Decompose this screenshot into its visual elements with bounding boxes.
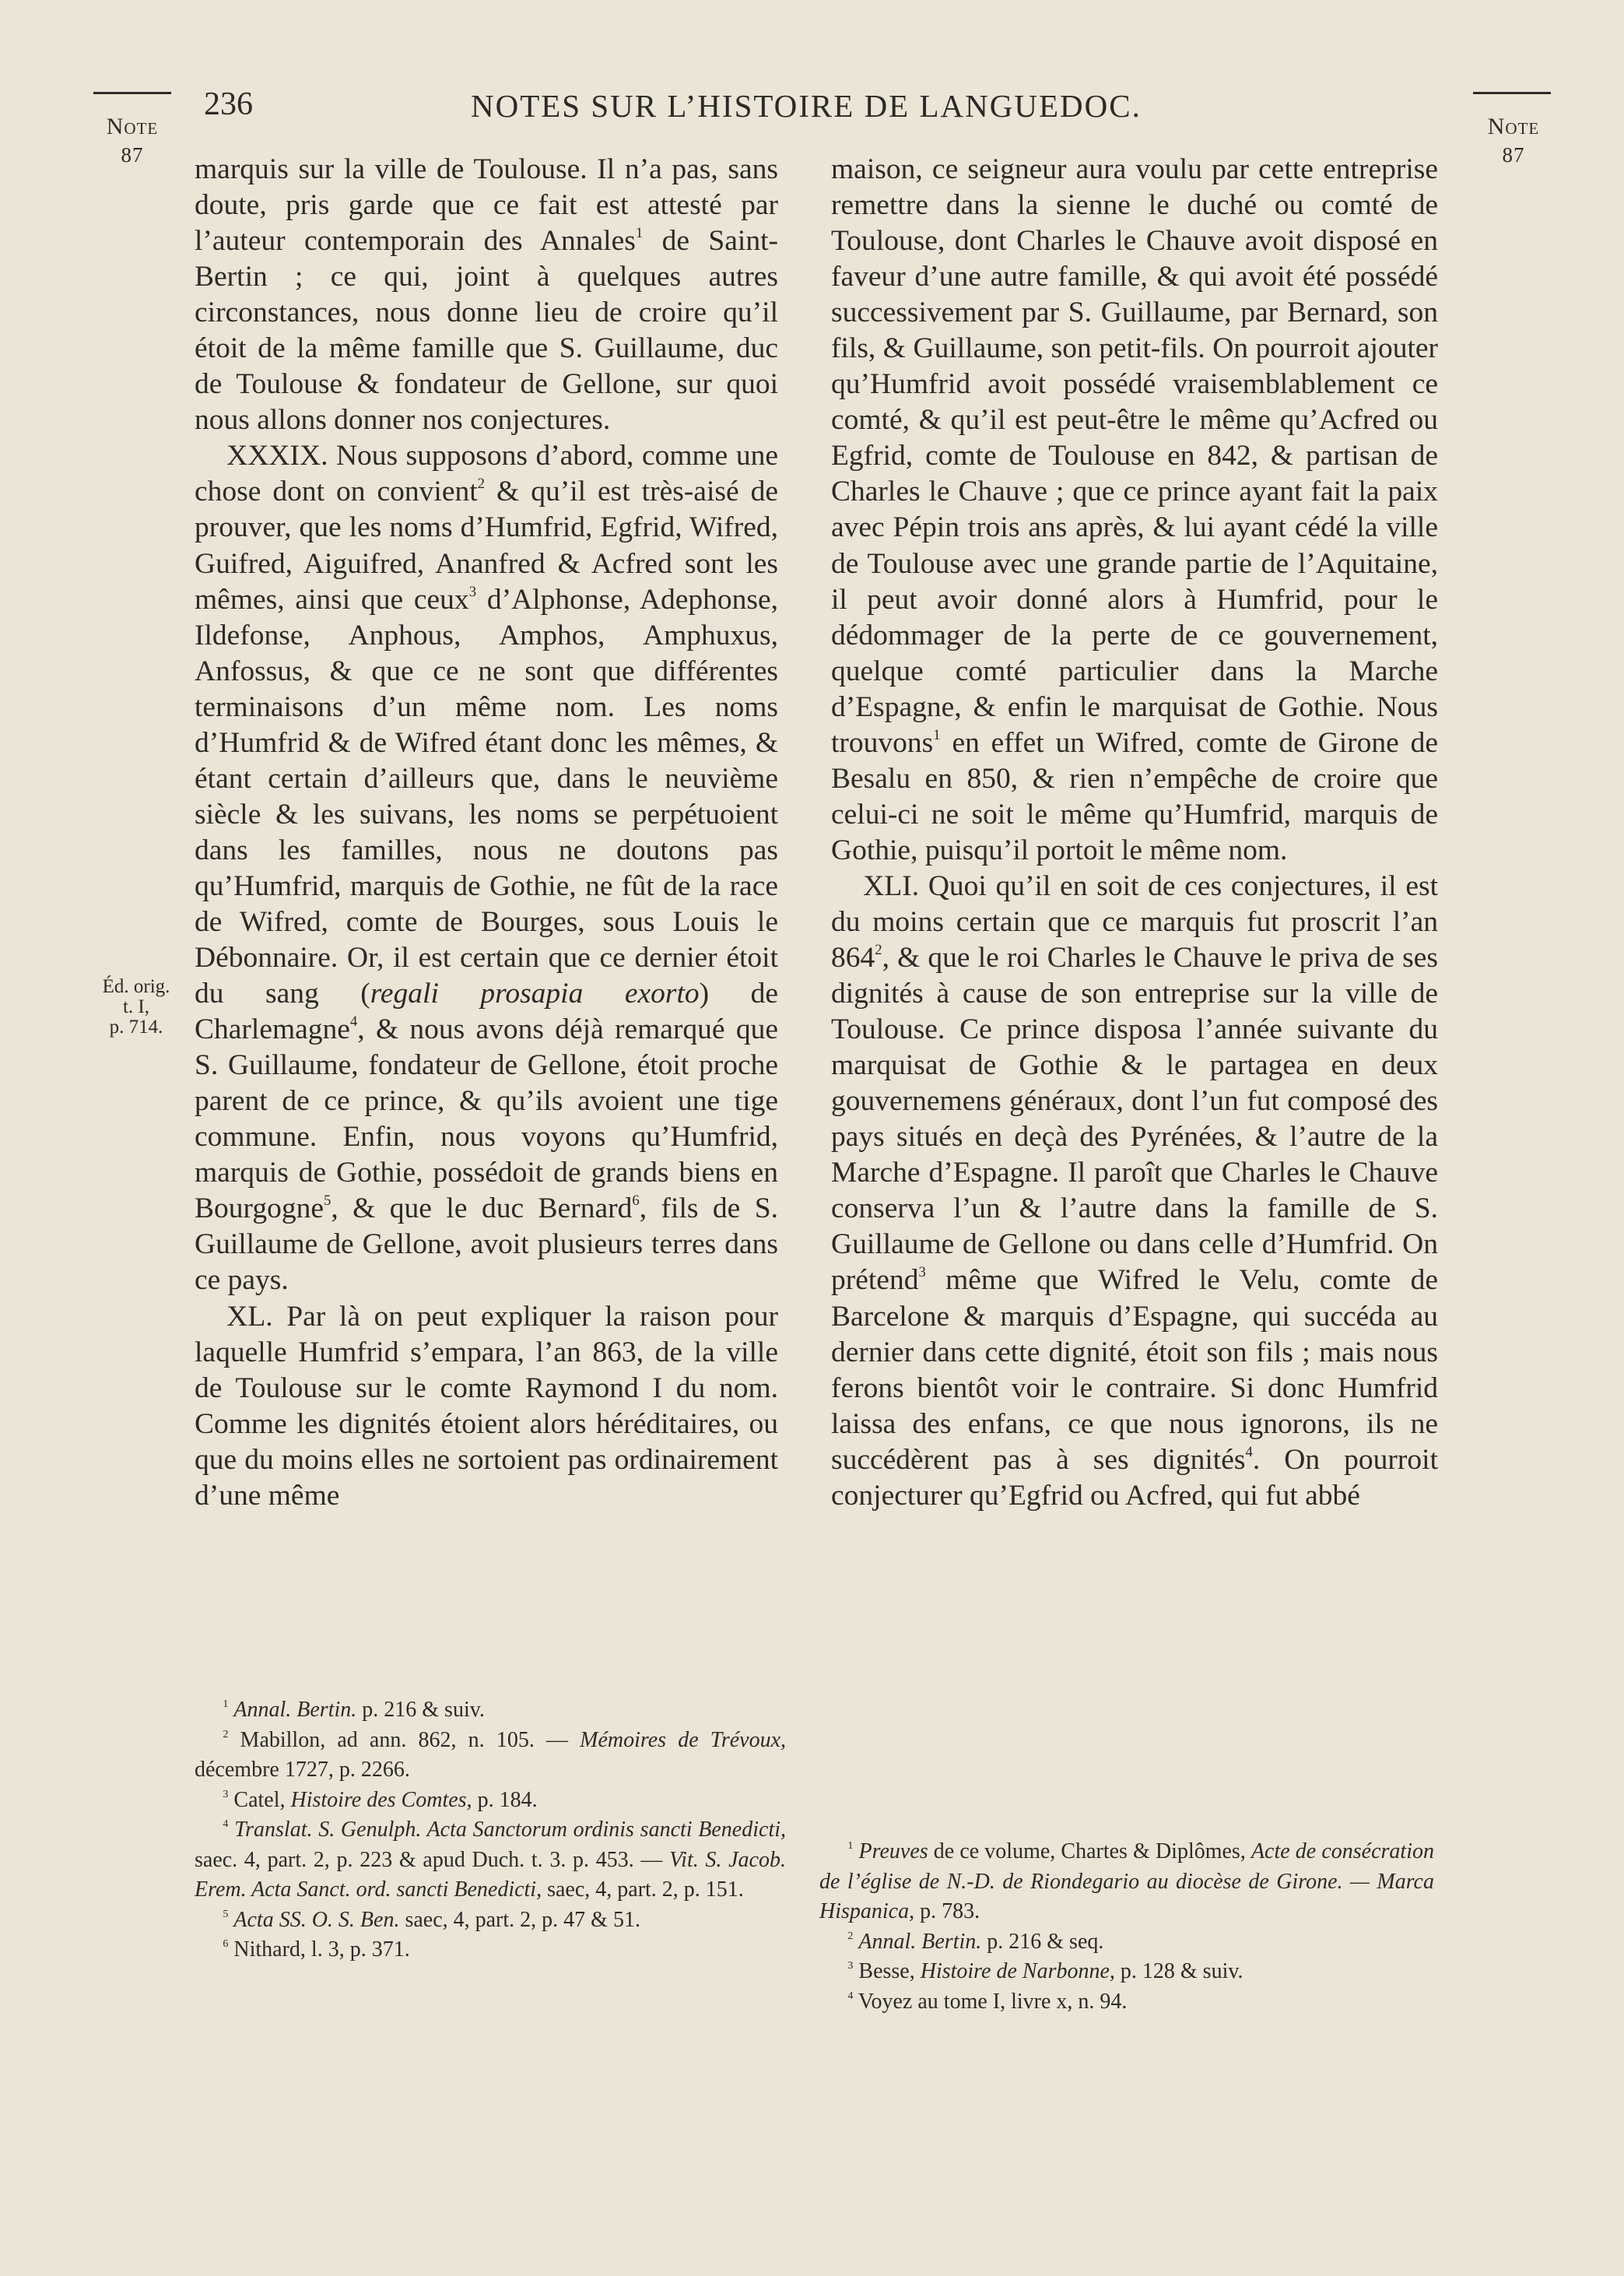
footnote: $^5$ Acta SS. O. S. Ben. saec, 4, part. 2, p. 47 & 51. [223,1907,640,1932]
page-number: 236 [204,86,253,122]
footnote: $^4$ Voyez au tome I, livre x, n. 94. [847,1989,1128,2014]
footnote: $^1$ Annal. Bertin. p. 216 & suiv. [223,1698,485,1722]
right-column [831,152,1438,1514]
note-word: Note [1487,114,1540,139]
footnotes-left [195,1695,786,1965]
footnote: $^2$ Mabillon, ad ann. 862, n. 105. — Mémoires de Trévoux, décembre 1727, p. 2266. [195,1727,786,1782]
note-number: 87 [1502,143,1525,167]
footnote: $^2$ Annal. Bertin. p. 216 & seq. [847,1929,1104,1954]
paragraph-xxxix: XXXIX. Nous supposons d’abord, comme une chose dont on convient$^2$ & qu’il est très-aisé de prouver, que les noms d’Humfrid, Egfrid, Wifred, Guifred, Aiguifred, Ananfred & Acfred sont les mêmes, ainsi que ceux$^3$ d’Alphonse, Adephonse, Ildefonse, Anphous, Amphos, Amphuxus, Anfossus, & que ce ne sont que différentes terminaisons d’un même nom. Les noms d’Humfrid & de Wifred étant donc les mêmes, & étant certain d’ailleurs que, dans le neuvième siècle & les suivans, les noms se perpétuoient dans les familles, nous ne doutons pas qu’Humfrid, marquis de Gothie, ne fût de la race de Wifred, comte de Bourges, sous Louis le Débonnaire. Or, il est certain que ce dernier étoit du sang (regali prosapia exorto) de Charlemagne$^4$, & nous avons déjà remarqué que S. Guillaume, fondateur de Gellone, étoit proche parent de ce prince, & qu’ils avoient une tige commune. Enfin, nous voyons qu’Humfrid, marquis de Gothie, possédoit de grands biens en Bourgogne$^5$, & que le duc Bernard$^6$, fils de S. Guillaume de Gellone, avoit plusieurs terres dans ce pays. [195,440,779,1297]
paragraph-xli: XLI. Quoi qu’il en soit de ces conjectures, il est du moins certain que ce marquis fut proscrit l’an $864^2$, & que le roi Charles le Chauve le priva de ses dignités à cause de son entreprise sur la ville de Toulouse. Ce prince disposa l’année suivante du marquisat de Gothie & le partagea en deux gouvernemens généraux, dont l’un fut composé des pays situés en deçà des Pyrénées, & l’autre de la Marche d’Espagne. Il paroît que Charles le Chauve conserva l’un & l’autre dans la famille de S. Guillaume de Gellone ou dans celle d’Humfrid. On prétend$^3$ même que Wifred le Velu, comte de Barcelone & marquis d’Espagne, qui succéda au dernier dans cette dignité, étoit son fils ; mais nous ferons bientôt voir le contraire. Si donc Humfrid laissa des enfans, ce que nous ignorons, ils ne succédèrent pas à ses dignités$^4$. On pourroit conjecturer qu’Egfrid ou Acfred, qui fut abbé [831,869,1438,1512]
footnote: $^3$ Besse, Histoire de Narbonne, p. 128 & suiv. [847,1959,1243,1983]
margin-note-line: p. 714. [109,1017,163,1038]
footnote: $^3$ Catel, Histoire des Comtes, p. 184. [223,1787,538,1812]
note-label-left [89,113,175,169]
note-label-right [1471,113,1556,169]
footnote: $^1$ Preuves de ce volume, Chartes & Diplômes, Acte de consécration de l’église de N.-D. de Riondegario au diocèse de Girone. — Marca Hispanica, p. 783. [819,1839,1434,1923]
paragraph: maison, ce seigneur aura voulu par cette entreprise remettre dans la sienne le duché ou comté de Toulouse, dont Charles le Chauve avoit disposé en faveur d’une autre famille, & qui avoit été possédé successivement par S. Guillaume, par Bernard, son fils, & Guillaume, son petit-fils. On pourroit ajouter qu’Humfrid avoit possédé vraisemblablement ce comté, & qu’il est peut-être le même qu’Acfred ou Egfrid, comte de Toulouse en 842, & partisan de Charles le Chauve ; que ce prince ayant fait la paix avec Pépin trois ans après, & lui ayant cédé la ville de Toulouse avec une grande partie de l’Aquitaine, il peut avoir donné alors à Humfrid, pour le dédommager de la perte de ce gouvernement, quelque comté particulier dans la Marche d’Espagne, & enfin le marquisat de Gothie. Nous trouvons$^1$ en effet un Wifred, comte de Girone de Besalu en 850, & rien n’empêche de croire que celui-ci ne soit le même qu’Humfrid, marquis de Gothie, puisqu’il portoit le même nom. [831,153,1438,866]
left-column [195,152,778,1514]
margin-note-line: Éd. orig. [102,976,170,997]
footnotes-right [819,1837,1434,2017]
paragraph: marquis sur la ville de Toulouse. Il n’a pas, sans doute, pris garde que ce fait est attesté par l’auteur contemporain des Annales$^1$ de Saint-Bertin ; ce qui, joint à quelques autres circonstances, nous donne lieu de croire qu’il étoit de la même famille que S. Guillaume, duc de Toulouse & fondateur de Gellone, sur quoi nous allons donner nos conjectures. [195,153,778,437]
running-title: NOTES SUR L’HISTOIRE DE LANGUEDOC. [471,88,1142,124]
note-number: 87 [121,143,144,167]
footnote: $^6$ Nithard, l. 3, p. 371. [223,1937,410,1962]
note-word: Note [106,114,159,139]
paragraph-xl: XL. Par là on peut expliquer la raison pour laquelle Humfrid s’empara, l’an 863, de la ville de Toulouse sur le comte Raymond I du nom. Comme les dignités étoient alors héréditaires, ou que du moins elles ne sortoient pas ordinairement d’une même [195,1300,778,1512]
footnote: $^4$ Translat. S. Genulph. Acta Sanctorum ordinis sancti Benedicti, saec. 4, part. 2, p. 223 & apud Duch. t. 3. p. 453. — Vit. S. Jacob. Erem. Acta Sanct. ord. sancti Benedicti, saec, 4, part. 2, p. 151. [195,1818,786,1902]
header-rule-right [1473,92,1551,94]
margin-note-line: t. I, [122,996,150,1017]
header-rule-left [93,92,171,94]
margin-note [86,977,187,1038]
